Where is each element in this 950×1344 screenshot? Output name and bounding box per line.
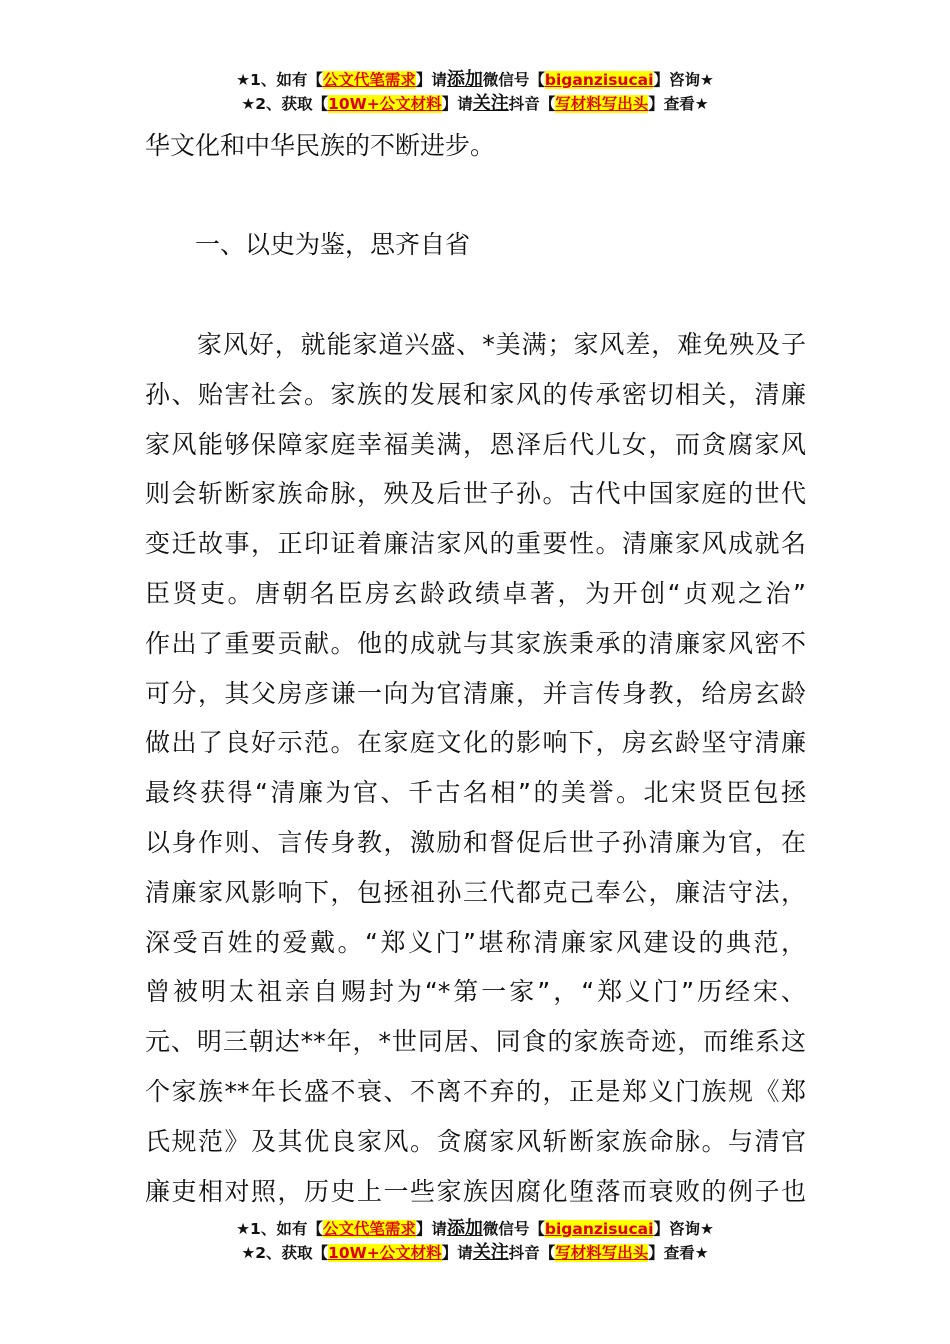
douyin-account: 写材料写出头 (555, 1244, 649, 1262)
underlined-text: 添加 (446, 69, 483, 90)
paragraph-line: 元、明三朝达**年，*世同居、同食的家族奇迹，而维系这 (145, 1027, 806, 1057)
paragraph-line: 做出了良好示范。在家庭文化的影响下，房玄龄坚守清廉 (145, 728, 806, 758)
banner-text: 】查看★ (648, 1244, 709, 1262)
banner-line-1 (0, 1217, 950, 1241)
banner-text: 抖音【 (508, 1244, 556, 1262)
banner-text: ★1、如有【 (236, 1220, 323, 1238)
banner-text: 】咨询★ (653, 71, 714, 89)
paragraph-line: 深受百姓的爱戴。“郑义门”堪称清廉家风建设的典范， (145, 927, 806, 957)
banner-line-1 (0, 68, 950, 92)
paragraph-line: 变迁故事，正印证着廉洁家风的重要性。清廉家风成就名 (145, 529, 806, 559)
banner-text: 】请 (415, 71, 447, 89)
paragraph-line: 臣贤吏。唐朝名臣房玄龄政绩卓著，为开创“贞观之治” (145, 579, 806, 608)
banner-text: ★2、获取【 (241, 1244, 329, 1262)
paragraph-line: 曾被明太祖亲自赐封为“*第一家”，“郑义门”历经宋、 (145, 977, 806, 1007)
paragraph-line: 氏规范》及其优良家风。贪腐家风斩断家族命脉。与清官 (145, 1126, 806, 1156)
wechat-id: biganzisucai (544, 71, 654, 89)
banner-text: 】请 (441, 95, 473, 113)
banner-text: 抖音【 (508, 95, 556, 113)
header-banner (0, 68, 950, 116)
underlined-text: 关注 (472, 93, 509, 114)
banner-line-2 (0, 1241, 950, 1265)
paragraph-line: 则会斩断家族命脉，殃及后世子孙。古代中国家庭的世代 (145, 479, 806, 509)
underlined-text: 关注 (472, 1242, 509, 1263)
banner-text: 】咨询★ (653, 1220, 714, 1238)
banner-text: 微信号【 (482, 1220, 545, 1238)
wechat-id: biganzisucai (544, 1220, 654, 1238)
paragraph-line: 最终获得“清廉为官、千古名相”的美誉。北宋贤臣包拯 (145, 778, 806, 808)
section-heading: 一、以史为鉴，思齐自省 (195, 230, 471, 259)
paragraph-line: 家风好，就能家道兴盛、*美满；家风差，难免殃及子 (145, 330, 806, 359)
highlight-text: 公文代笔需求 (322, 71, 416, 89)
douyin-account: 写材料写出头 (555, 95, 649, 113)
banner-text: 】请 (415, 1220, 447, 1238)
paragraph-line: 清廉家风影响下，包拯祖孙三代都克己奉公，廉洁守法， (145, 877, 806, 907)
paragraph-line: 以身作则、言传身教，激励和督促后世子孙清廉为官，在 (145, 828, 806, 857)
banner-text: ★1、如有【 (236, 71, 323, 89)
banner-text: 】查看★ (648, 95, 709, 113)
paragraph-line: 孙、贻害社会。家族的发展和家风的传承密切相关，清廉 (145, 379, 806, 409)
highlight-text: 公文代笔需求 (322, 1220, 416, 1238)
paragraph-line: 个家族**年长盛不衰、不离不弃的，正是郑义门族规《郑 (145, 1077, 806, 1106)
banner-text: 】请 (441, 1244, 473, 1262)
underlined-text: 添加 (446, 1218, 483, 1239)
paragraph-line: 廉吏相对照，历史上一些家族因腐化堕落而衰败的例子也 (145, 1176, 806, 1206)
intro-line: 华文化和中华民族的不断进步。 (145, 131, 496, 160)
paragraph-line: 作出了重要贡献。他的成就与其家族秉承的清廉家风密不 (145, 628, 806, 658)
banner-text: 微信号【 (482, 71, 545, 89)
banner-text: ★2、获取【 (241, 95, 329, 113)
highlight-text: 10W+公文材料 (328, 95, 442, 113)
footer-banner (0, 1217, 950, 1265)
banner-line-2 (0, 92, 950, 116)
paragraph-line: 家风能够保障家庭幸福美满，恩泽后代儿女，而贪腐家风 (145, 429, 806, 459)
paragraph-line: 可分，其父房彦谦一向为官清廉，并言传身教，给房玄龄 (145, 678, 806, 708)
highlight-text: 10W+公文材料 (328, 1244, 442, 1262)
